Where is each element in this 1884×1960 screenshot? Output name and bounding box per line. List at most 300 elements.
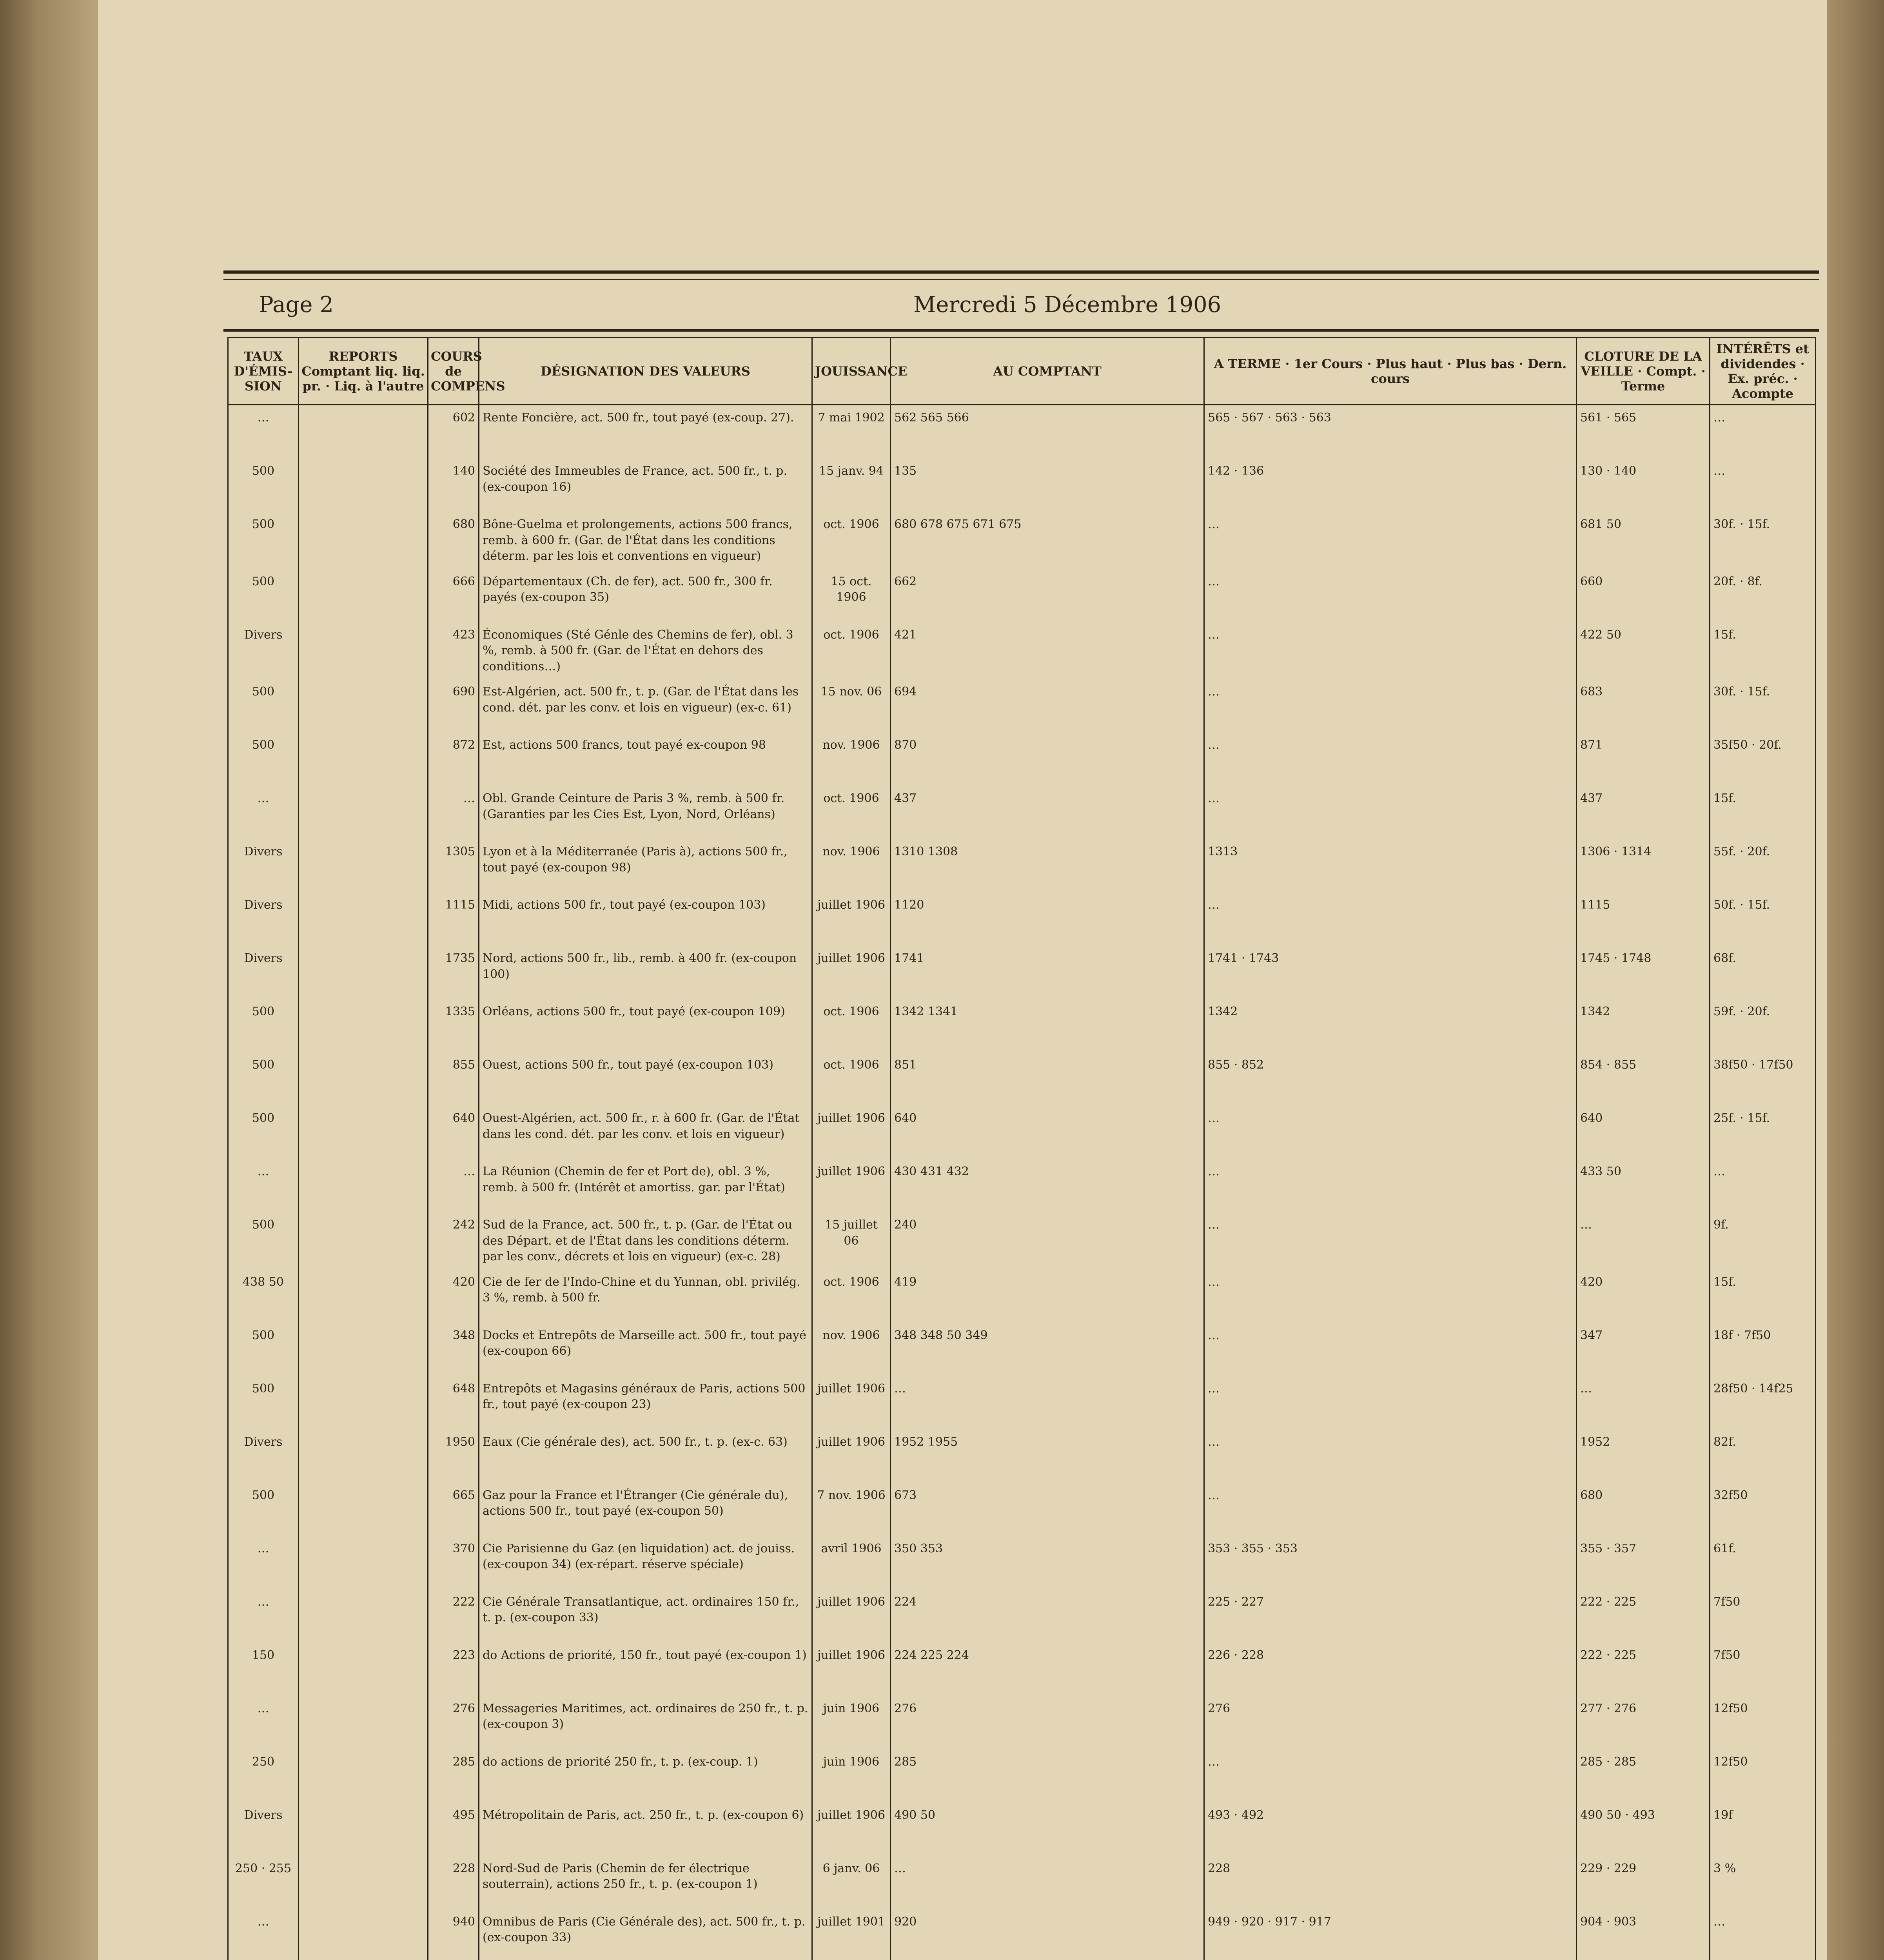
col-designation: DÉSIGNATION DES VALEURS xyxy=(479,338,812,405)
cell-interets: 7f50 xyxy=(1710,1643,1816,1696)
cell-taux: 500 xyxy=(228,733,299,786)
col-reports: REPORTS Comptant liq. liq. pr. · Liq. à l'autre xyxy=(299,338,428,405)
cell-jouissance: oct. 1906 xyxy=(812,1053,891,1106)
cell-taux: … xyxy=(228,1696,299,1749)
cell-terme: … xyxy=(1204,786,1577,839)
table-row xyxy=(228,622,1816,680)
cell-jouissance: nov. 1906 xyxy=(812,733,891,786)
cell-reports xyxy=(299,679,428,733)
cell-designation: do actions de priorité 250 fr., t. p. (ex-coup. 1) xyxy=(479,1749,812,1803)
cell-compens: 666 xyxy=(428,569,479,622)
cell-compens: … xyxy=(428,786,479,839)
cell-reports xyxy=(299,839,428,893)
table-row xyxy=(228,1376,1816,1430)
cell-terme: 1342 xyxy=(1204,999,1577,1053)
cell-designation: Messageries Maritimes, act. ordinaires de 250 fr., t. p. (ex-coupon 3) xyxy=(479,1696,812,1749)
cell-interets: … xyxy=(1710,405,1816,459)
cell-terme: … xyxy=(1204,512,1577,569)
cell-comptant: 224 xyxy=(891,1590,1204,1643)
cell-taux: 500 xyxy=(228,1483,299,1536)
table-row xyxy=(228,1909,1816,1960)
cell-interets: 18f · 7f50 xyxy=(1710,1323,1816,1376)
cell-terme: 225 · 227 xyxy=(1204,1590,1577,1643)
cell-reports xyxy=(299,1053,428,1106)
cell-comptant: 421 xyxy=(891,622,1204,680)
cell-terme: … xyxy=(1204,1749,1577,1803)
cell-reports xyxy=(299,1536,428,1590)
cell-jouissance: oct. 1906 xyxy=(812,999,891,1053)
table-row xyxy=(228,1212,1816,1270)
cell-comptant: 224 225 224 xyxy=(891,1643,1204,1696)
cell-cloture: 904 · 903 xyxy=(1577,1909,1710,1960)
cell-comptant: 419 xyxy=(891,1270,1204,1323)
cell-terme: … xyxy=(1204,1323,1577,1376)
cell-taux: 500 xyxy=(228,1323,299,1376)
cell-comptant: 1342 1341 xyxy=(891,999,1204,1053)
cell-interets: 59f. · 20f. xyxy=(1710,999,1816,1053)
cell-taux: 500 xyxy=(228,1376,299,1430)
cell-interets: … xyxy=(1710,1909,1816,1960)
table-row xyxy=(228,1749,1816,1803)
cell-terme: … xyxy=(1204,1483,1577,1536)
cell-jouissance: 6 janv. 06 xyxy=(812,1856,891,1909)
cell-comptant: 870 xyxy=(891,733,1204,786)
cell-jouissance: juillet 1906 xyxy=(812,1159,891,1212)
table-row xyxy=(228,459,1816,512)
cell-interets: 15f. xyxy=(1710,786,1816,839)
book-binding xyxy=(0,0,98,1960)
cell-jouissance: juillet 1906 xyxy=(812,1106,891,1159)
cell-reports xyxy=(299,1483,428,1536)
cell-jouissance: juillet 1906 xyxy=(812,1376,891,1430)
cell-taux: 250 xyxy=(228,1749,299,1803)
cell-taux: 500 xyxy=(228,569,299,622)
cell-designation: Est, actions 500 francs, tout payé ex-coupon 98 xyxy=(479,733,812,786)
table-row xyxy=(228,1483,1816,1536)
cell-jouissance: nov. 1906 xyxy=(812,1323,891,1376)
col-a-terme: A TERME · 1er Cours · Plus haut · Plus bas · Dern. cours xyxy=(1204,338,1577,405)
cell-terme: 276 xyxy=(1204,1696,1577,1749)
cell-comptant: … xyxy=(891,1376,1204,1430)
cell-terme: … xyxy=(1204,569,1577,622)
cell-jouissance: 15 oct. 1906 xyxy=(812,569,891,622)
col-interets: INTÉRÊTS et dividendes · Ex. préc. · Acompte xyxy=(1710,338,1816,405)
table-row xyxy=(228,1053,1816,1106)
cell-comptant: 920 xyxy=(891,1909,1204,1960)
cell-comptant: … xyxy=(891,1856,1204,1909)
cell-comptant: 1741 xyxy=(891,946,1204,999)
cell-reports xyxy=(299,946,428,999)
col-cours-compens: COURS de COMPENS xyxy=(428,338,479,405)
cell-terme: … xyxy=(1204,1106,1577,1159)
cell-cloture: 422 50 xyxy=(1577,622,1710,680)
cell-taux: 438 50 xyxy=(228,1270,299,1323)
cell-comptant: 490 50 xyxy=(891,1803,1204,1856)
cell-terme: … xyxy=(1204,1159,1577,1212)
cell-cloture: 680 xyxy=(1577,1483,1710,1536)
cell-cloture: 229 · 229 xyxy=(1577,1856,1710,1909)
table-row xyxy=(228,1323,1816,1376)
cell-designation: Docks et Entrepôts de Marseille act. 500 fr., tout payé (ex-coupon 66) xyxy=(479,1323,812,1376)
cell-designation: Économiques (Sté Génle des Chemins de fer), obl. 3 %, remb. à 500 fr. (Gar. de l'État en dehors des conditions…) xyxy=(479,622,812,680)
cell-cloture: 871 xyxy=(1577,733,1710,786)
cell-designation: Orléans, actions 500 fr., tout payé (ex-coupon 109) xyxy=(479,999,812,1053)
table-row xyxy=(228,512,1816,569)
quotation-table xyxy=(227,337,1816,1960)
cell-compens: 420 xyxy=(428,1270,479,1323)
cell-taux: Divers xyxy=(228,1430,299,1483)
cell-reports xyxy=(299,1909,428,1960)
cell-taux: … xyxy=(228,786,299,839)
cell-terme: … xyxy=(1204,679,1577,733)
cell-cloture: 683 xyxy=(1577,679,1710,733)
cell-reports xyxy=(299,1803,428,1856)
cell-comptant: 285 xyxy=(891,1749,1204,1803)
table-body xyxy=(228,405,1816,1960)
cell-reports xyxy=(299,893,428,946)
cell-designation: Cie Générale Transatlantique, act. ordinaires 150 fr., t. p. (ex-coupon 33) xyxy=(479,1590,812,1643)
cell-taux: … xyxy=(228,1590,299,1643)
cell-designation: Société des Immeubles de France, act. 500 fr., t. p. (ex-coupon 16) xyxy=(479,459,812,512)
cell-taux: 500 xyxy=(228,1053,299,1106)
top-rule xyxy=(223,270,1819,274)
cell-interets: 38f50 · 17f50 xyxy=(1710,1053,1816,1106)
cell-interets: 15f. xyxy=(1710,622,1816,680)
table-row xyxy=(228,1270,1816,1323)
cell-jouissance: juillet 1906 xyxy=(812,893,891,946)
cell-compens: 665 xyxy=(428,1483,479,1536)
cell-compens: 370 xyxy=(428,1536,479,1590)
cell-comptant: 240 xyxy=(891,1212,1204,1270)
cell-reports xyxy=(299,1376,428,1430)
cell-compens: 680 xyxy=(428,512,479,569)
cell-designation: Omnibus de Paris (Cie Générale des), act. 500 fr., t. p. (ex-coupon 33) xyxy=(479,1909,812,1960)
cell-compens: 1735 xyxy=(428,946,479,999)
cell-reports xyxy=(299,1270,428,1323)
page-date: Mercredi 5 Décembre 1906 xyxy=(913,292,1222,318)
cell-compens: 276 xyxy=(428,1696,479,1749)
cell-taux: 500 xyxy=(228,459,299,512)
table-row xyxy=(228,946,1816,999)
cell-compens: 1950 xyxy=(428,1430,479,1483)
cell-taux: … xyxy=(228,1909,299,1960)
cell-jouissance: juillet 1901 xyxy=(812,1909,891,1960)
cell-interets: 20f. · 8f. xyxy=(1710,569,1816,622)
cell-designation: do Actions de priorité, 150 fr., tout payé (ex-coupon 1) xyxy=(479,1643,812,1696)
cell-taux: … xyxy=(228,1159,299,1212)
cell-reports xyxy=(299,622,428,680)
cell-terme: 1741 · 1743 xyxy=(1204,946,1577,999)
cell-designation: Lyon et à la Méditerranée (Paris à), actions 500 fr., tout payé (ex-coupon 98) xyxy=(479,839,812,893)
cell-terme: … xyxy=(1204,1212,1577,1270)
cell-comptant: 640 xyxy=(891,1106,1204,1159)
cell-jouissance: juillet 1906 xyxy=(812,1430,891,1483)
cell-compens: 872 xyxy=(428,733,479,786)
cell-jouissance: 15 juillet 06 xyxy=(812,1212,891,1270)
cell-jouissance: 7 mai 1902 xyxy=(812,405,891,459)
cell-comptant: 851 xyxy=(891,1053,1204,1106)
cell-terme: … xyxy=(1204,1270,1577,1323)
cell-reports xyxy=(299,1696,428,1749)
cell-taux: 500 xyxy=(228,1212,299,1270)
table-row xyxy=(228,1590,1816,1643)
cell-taux: Divers xyxy=(228,893,299,946)
cell-terme: … xyxy=(1204,1430,1577,1483)
cell-cloture: 130 · 140 xyxy=(1577,459,1710,512)
cell-designation: Cie de fer de l'Indo-Chine et du Yunnan, obl. privilég. 3 %, remb. à 500 fr. xyxy=(479,1270,812,1323)
cell-designation: Départementaux (Ch. de fer), act. 500 fr., 300 fr. payés (ex-coupon 35) xyxy=(479,569,812,622)
cell-reports xyxy=(299,512,428,569)
cell-comptant: 662 xyxy=(891,569,1204,622)
cell-taux: 150 xyxy=(228,1643,299,1696)
cell-cloture: 420 xyxy=(1577,1270,1710,1323)
cell-taux: 500 xyxy=(228,512,299,569)
cell-compens: 140 xyxy=(428,459,479,512)
cell-designation: La Réunion (Chemin de fer et Port de), obl. 3 %, remb. à 500 fr. (Intérêt et amortiss. gar. par l'État) xyxy=(479,1159,812,1212)
cell-cloture: 285 · 285 xyxy=(1577,1749,1710,1803)
cell-terme: … xyxy=(1204,622,1577,680)
cell-designation: Cie Parisienne du Gaz (en liquidation) act. de jouiss. (ex-coupon 34) (ex-répart. réserve spéciale) xyxy=(479,1536,812,1590)
cell-designation: Eaux (Cie générale des), act. 500 fr., t. p. (ex-c. 63) xyxy=(479,1430,812,1483)
table-row xyxy=(228,1430,1816,1483)
table-row xyxy=(228,999,1816,1053)
cell-terme: … xyxy=(1204,733,1577,786)
cell-jouissance: 15 nov. 06 xyxy=(812,679,891,733)
cell-cloture: 660 xyxy=(1577,569,1710,622)
cell-jouissance: avril 1906 xyxy=(812,1536,891,1590)
cell-reports xyxy=(299,1856,428,1909)
cell-terme: 353 · 355 · 353 xyxy=(1204,1536,1577,1590)
cell-reports xyxy=(299,1323,428,1376)
cell-cloture: 347 xyxy=(1577,1323,1710,1376)
cell-cloture: 640 xyxy=(1577,1106,1710,1159)
cell-interets: 3 % xyxy=(1710,1856,1816,1909)
table-row xyxy=(228,893,1816,946)
cell-interets: 35f50 · 20f. xyxy=(1710,733,1816,786)
cell-cloture: 355 · 357 xyxy=(1577,1536,1710,1590)
page-edge xyxy=(1827,0,1884,1960)
cell-compens: 940 xyxy=(428,1909,479,1960)
cell-jouissance: oct. 1906 xyxy=(812,512,891,569)
cell-jouissance: juin 1906 xyxy=(812,1749,891,1803)
cell-interets: 12f50 xyxy=(1710,1749,1816,1803)
cell-interets: 9f. xyxy=(1710,1212,1816,1270)
cell-cloture: 681 50 xyxy=(1577,512,1710,569)
cell-reports xyxy=(299,1106,428,1159)
cell-compens: 423 xyxy=(428,622,479,680)
cell-interets: 50f. · 15f. xyxy=(1710,893,1816,946)
cell-terme: … xyxy=(1204,893,1577,946)
table-row xyxy=(228,1106,1816,1159)
cell-reports xyxy=(299,1643,428,1696)
cell-comptant: 673 xyxy=(891,1483,1204,1536)
table-row xyxy=(228,733,1816,786)
cell-taux: 500 xyxy=(228,999,299,1053)
cell-compens: 1335 xyxy=(428,999,479,1053)
cell-comptant: 276 xyxy=(891,1696,1204,1749)
cell-designation: Métropolitain de Paris, act. 250 fr., t. p. (ex-coupon 6) xyxy=(479,1803,812,1856)
cell-reports xyxy=(299,1749,428,1803)
cell-comptant: 437 xyxy=(891,786,1204,839)
cell-taux: Divers xyxy=(228,946,299,999)
cell-compens: 285 xyxy=(428,1749,479,1803)
cell-designation: Obl. Grande Ceinture de Paris 3 %, remb. à 500 fr. (Garanties par les Cies Est, Lyon, Nord, Orléans) xyxy=(479,786,812,839)
cell-cloture: 437 xyxy=(1577,786,1710,839)
table-row xyxy=(228,1856,1816,1909)
cell-interets: 68f. xyxy=(1710,946,1816,999)
cell-taux: 250 · 255 xyxy=(228,1856,299,1909)
cell-taux: Divers xyxy=(228,622,299,680)
cell-jouissance: juillet 1906 xyxy=(812,1803,891,1856)
cell-designation: Sud de la France, act. 500 fr., t. p. (Gar. de l'État ou des Départ. et de l'État dans les conditions déterm. par les conv., décrets et lois en vigueur) (ex-c. 28) xyxy=(479,1212,812,1270)
cell-designation: Bône-Guelma et prolongements, actions 500 francs, remb. à 600 fr. (Gar. de l'État dans les conditions déterm. par les lois et conventions en vigueur) xyxy=(479,512,812,569)
cell-comptant: 1120 xyxy=(891,893,1204,946)
cell-compens: 648 xyxy=(428,1376,479,1430)
cell-designation: Nord, actions 500 fr., lib., remb. à 400 fr. (ex-coupon 100) xyxy=(479,946,812,999)
table-row xyxy=(228,1696,1816,1749)
cell-reports xyxy=(299,569,428,622)
cell-cloture: 1745 · 1748 xyxy=(1577,946,1710,999)
cell-taux: Divers xyxy=(228,1803,299,1856)
table-row xyxy=(228,1536,1816,1590)
cell-interets: 55f. · 20f. xyxy=(1710,839,1816,893)
table-row xyxy=(228,1803,1816,1856)
cell-interets: 12f50 xyxy=(1710,1696,1816,1749)
cell-cloture: 222 · 225 xyxy=(1577,1590,1710,1643)
cell-jouissance: juillet 1906 xyxy=(812,946,891,999)
cell-interets: … xyxy=(1710,1159,1816,1212)
cell-comptant: 694 xyxy=(891,679,1204,733)
cell-compens: 1115 xyxy=(428,893,479,946)
cell-designation: Rente Foncière, act. 500 fr., tout payé (ex-coup. 27). xyxy=(479,405,812,459)
cell-interets: 7f50 xyxy=(1710,1590,1816,1643)
cell-designation: Ouest-Algérien, act. 500 fr., r. à 600 fr. (Gar. de l'État dans les cond. dét. par les conv. et lois en vigueur) xyxy=(479,1106,812,1159)
cell-interets: 82f. xyxy=(1710,1430,1816,1483)
cell-jouissance: oct. 1906 xyxy=(812,1270,891,1323)
cell-designation: Nord-Sud de Paris (Chemin de fer électrique souterrain), actions 250 fr., t. p. (ex-coupon 1) xyxy=(479,1856,812,1909)
cell-comptant: 350 353 xyxy=(891,1536,1204,1590)
cell-compens: … xyxy=(428,1159,479,1212)
cell-jouissance: oct. 1906 xyxy=(812,786,891,839)
table-row xyxy=(228,569,1816,622)
cell-compens: 855 xyxy=(428,1053,479,1106)
cell-comptant: 1310 1308 xyxy=(891,839,1204,893)
cell-compens: 602 xyxy=(428,405,479,459)
table-row xyxy=(228,405,1816,459)
cell-designation: Ouest, actions 500 fr., tout payé (ex-coupon 103) xyxy=(479,1053,812,1106)
col-au-comptant: AU COMPTANT xyxy=(891,338,1204,405)
cell-interets: 19f xyxy=(1710,1803,1816,1856)
top-rule-thin xyxy=(223,279,1819,280)
cell-reports xyxy=(299,733,428,786)
cell-reports xyxy=(299,1212,428,1270)
cell-interets: 32f50 xyxy=(1710,1483,1816,1536)
cell-comptant: 430 431 432 xyxy=(891,1159,1204,1212)
cell-taux: … xyxy=(228,1536,299,1590)
table-row xyxy=(228,839,1816,893)
cell-cloture: 1115 xyxy=(1577,893,1710,946)
cell-jouissance: nov. 1906 xyxy=(812,839,891,893)
cell-jouissance: juillet 1906 xyxy=(812,1590,891,1643)
col-cloture: CLOTURE DE LA VEILLE · Compt. · Terme xyxy=(1577,338,1710,405)
cell-terme: 949 · 920 · 917 · 917 xyxy=(1204,1909,1577,1960)
cell-compens: 495 xyxy=(428,1803,479,1856)
page-number: Page 2 xyxy=(259,292,334,318)
cell-interets: 61f. xyxy=(1710,1536,1816,1590)
cell-taux: Divers xyxy=(228,839,299,893)
cell-jouissance: 15 janv. 94 xyxy=(812,459,891,512)
cell-terme: 493 · 492 xyxy=(1204,1803,1577,1856)
cell-taux: 500 xyxy=(228,679,299,733)
cell-interets: … xyxy=(1710,459,1816,512)
cell-compens: 242 xyxy=(428,1212,479,1270)
cell-interets: 25f. · 15f. xyxy=(1710,1106,1816,1159)
cell-cloture: 1306 · 1314 xyxy=(1577,839,1710,893)
cell-comptant: 348 348 50 349 xyxy=(891,1323,1204,1376)
cell-taux: … xyxy=(228,405,299,459)
cell-cloture: 854 · 855 xyxy=(1577,1053,1710,1106)
cell-cloture: … xyxy=(1577,1376,1710,1430)
cell-comptant: 562 565 566 xyxy=(891,405,1204,459)
header-rule xyxy=(223,329,1819,332)
table-row xyxy=(228,679,1816,733)
cell-cloture: 433 50 xyxy=(1577,1159,1710,1212)
cell-cloture: … xyxy=(1577,1212,1710,1270)
cell-compens: 640 xyxy=(428,1106,479,1159)
cell-designation: Midi, actions 500 fr., tout payé (ex-coupon 103) xyxy=(479,893,812,946)
cell-terme: 228 xyxy=(1204,1856,1577,1909)
cell-comptant: 135 xyxy=(891,459,1204,512)
cell-cloture: 277 · 276 xyxy=(1577,1696,1710,1749)
cell-interets: 30f. · 15f. xyxy=(1710,679,1816,733)
cell-terme: 1313 xyxy=(1204,839,1577,893)
cell-interets: 28f50 · 14f25 xyxy=(1710,1376,1816,1430)
cell-designation: Entrepôts et Magasins généraux de Paris, actions 500 fr., tout payé (ex-coupon 23) xyxy=(479,1376,812,1430)
cell-terme: 565 · 567 · 563 · 563 xyxy=(1204,405,1577,459)
cell-taux: 500 xyxy=(228,1106,299,1159)
cell-reports xyxy=(299,786,428,839)
cell-compens: 1305 xyxy=(428,839,479,893)
cell-compens: 690 xyxy=(428,679,479,733)
table-row xyxy=(228,786,1816,839)
cell-terme: 226 · 228 xyxy=(1204,1643,1577,1696)
cell-comptant: 1952 1955 xyxy=(891,1430,1204,1483)
cell-cloture: 1952 xyxy=(1577,1430,1710,1483)
cell-compens: 223 xyxy=(428,1643,479,1696)
cell-reports xyxy=(299,459,428,512)
cell-cloture: 561 · 565 xyxy=(1577,405,1710,459)
table-header xyxy=(228,338,1816,405)
cell-cloture: 222 · 225 xyxy=(1577,1643,1710,1696)
table-row xyxy=(228,1643,1816,1696)
cell-reports xyxy=(299,1430,428,1483)
cell-designation: Gaz pour la France et l'Étranger (Cie générale du), actions 500 fr., tout payé (ex-coupon 50) xyxy=(479,1483,812,1536)
cell-terme: 855 · 852 xyxy=(1204,1053,1577,1106)
table-row xyxy=(228,1159,1816,1212)
cell-cloture: 490 50 · 493 xyxy=(1577,1803,1710,1856)
cell-reports xyxy=(299,999,428,1053)
cell-jouissance: oct. 1906 xyxy=(812,622,891,680)
cell-cloture: 1342 xyxy=(1577,999,1710,1053)
cell-designation: Est-Algérien, act. 500 fr., t. p. (Gar. de l'État dans les cond. dét. par les conv. et lois en vigueur) (ex-c. 61) xyxy=(479,679,812,733)
cell-interets: 15f. xyxy=(1710,1270,1816,1323)
cell-compens: 348 xyxy=(428,1323,479,1376)
cell-compens: 222 xyxy=(428,1590,479,1643)
cell-terme: … xyxy=(1204,1376,1577,1430)
col-taux: TAUX D'ÉMIS-SION xyxy=(228,338,299,405)
cell-interets: 30f. · 15f. xyxy=(1710,512,1816,569)
cell-reports xyxy=(299,1590,428,1643)
